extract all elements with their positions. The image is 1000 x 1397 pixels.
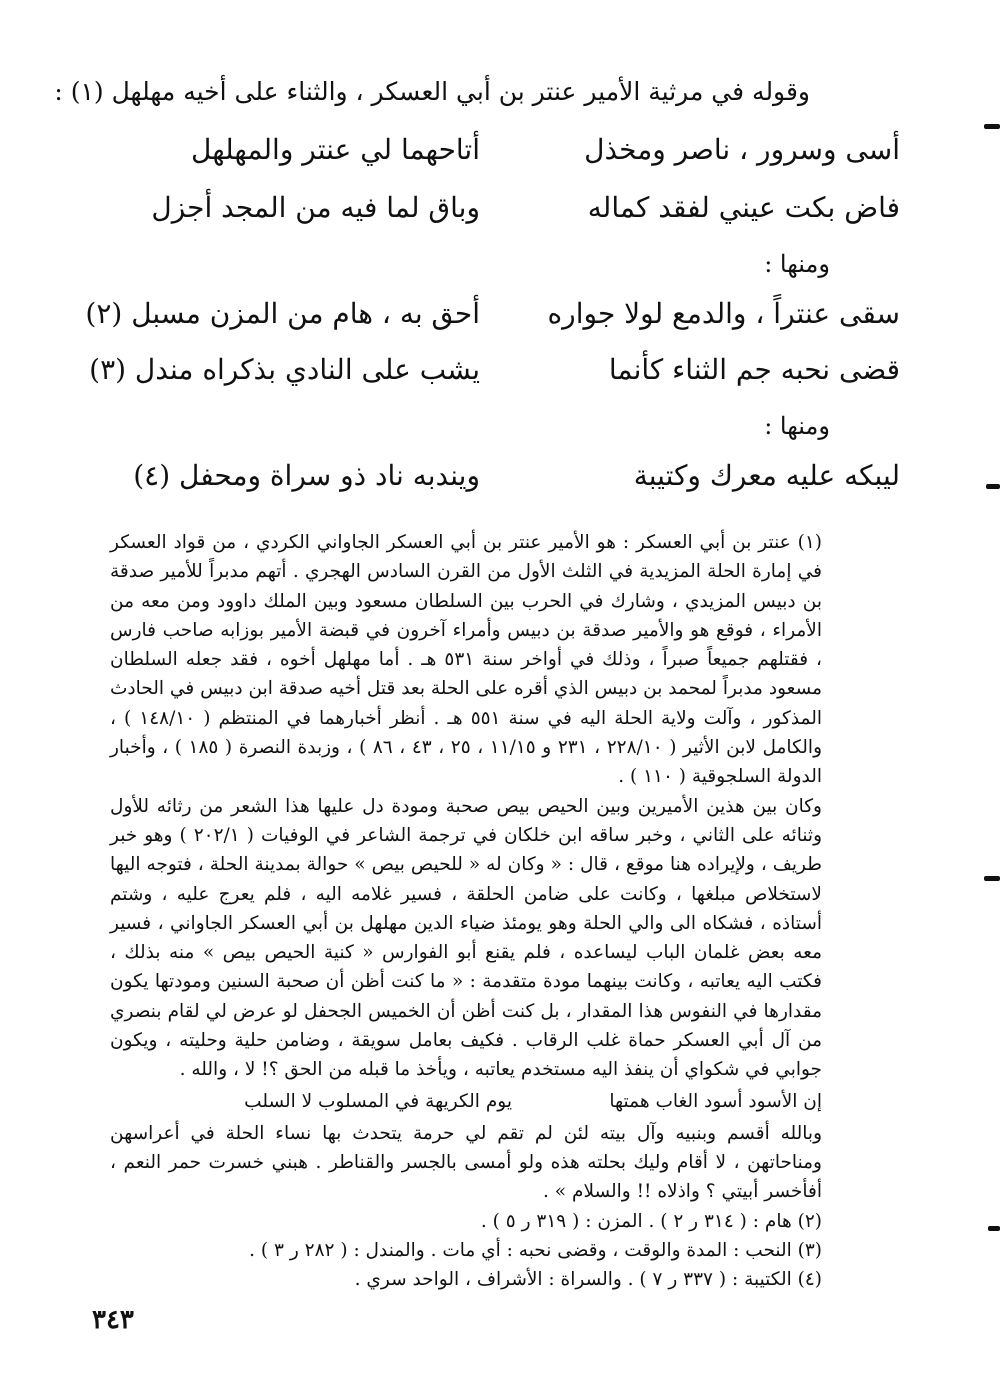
footnotes [110, 528, 822, 1294]
verse-second-hemistich: أحق به ، هام من المزن مسبل (٢) [85, 297, 480, 330]
footnote-3: (٣) النحب : المدة والوقت ، وقضى نحبه : أي مات . والمندل : ( ٢٨٢ ر ٣ ) . [249, 1239, 822, 1261]
inline-verse-second-hemistich: يوم الكريهة في المسلوب لا السلب [244, 1090, 512, 1112]
section-label-minha: ومنها : [764, 412, 830, 440]
verse-second-hemistich: أتاحهما لي عنتر والمهلهل [191, 133, 480, 166]
verse-first-hemistich: فاض بكت عيني لفقد كماله [587, 191, 900, 224]
footnote-1-story: وكان بين هذين الأميرين وبين الحيص بيص صحبة ومودة دل عليها هذا الشعر من رثائه للأول وثنائه على الثاني ، وخبر ساقه ابن خلكان في ترجمة الشاعر في الوفيات ( ٢٠٢/١ ) وهو خبر طريف ، ولإيراده هنا موقع ، قال : « وكان له « للحيص بيص » حوالة بمدينة الحلة ، فتوجه اليها لاستخلاص مبلغها ، وكانت على ضامن الحلقة ، فسير غلامه اليه ، فلم يعرج عليه ، وشتم أستاذه ، فشكاه الى والي الحلة وهو يومئذ ضياء الدين مهلهل بن أبي العسكر الجاواني ، فسير معه بعض غلمان الباب ليساعده ، فلم يقنع أبو الفوارس « كنية الحيص بيص » منه بذلك ، فكتب اليه يعاتبه ، وكانت بينهما مودة متقدمة : « ما كنت أظن أن صحبة السنين ومودتها يكون مقدارها في النفوس هذا المقدار ، بل كنت أظن أن الخميس الجحفل لو عرض لي لقام بنصري من آل أبي العسكر حماة غلب الرقاب . فكيف بعامل سويقة ، وضامن حلية وحليته ، ويكون جوابي في شكواي أن ينفذ اليه مستخدم يعاتبه ، ويأخذ ما قبله من الحق ؟! لا ، والله . [110, 795, 822, 1081]
scan-edge-mark [988, 1226, 1000, 1231]
verse-second-hemistich: وباق لما فيه من المجد أجزل [151, 191, 480, 224]
verse-first-hemistich: أسى وسرور ، ناصر ومخذل [584, 133, 900, 166]
verse-second-hemistich: يشب على النادي بذكراه مندل (٣) [89, 353, 480, 386]
inline-verse-first-hemistich: إن الأسود أسود الغاب همتها [609, 1090, 822, 1112]
scan-edge-mark [984, 124, 1000, 129]
verse-line [85, 288, 900, 340]
verse-line [100, 182, 900, 234]
footnote-4: (٤) الكتيبة : ( ٣٣٧ ر ٧ ) . والسراة : الأشراف ، الواحد سري . [354, 1269, 822, 1291]
section-label-minha: ومنها : [764, 250, 830, 278]
page-number: ٣٤٣ [92, 1305, 134, 1335]
scan-edge-mark [986, 484, 1000, 489]
verse-line [89, 344, 900, 396]
verse-second-hemistich: ويندبه ناد ذو سراة ومحفل (٤) [133, 459, 480, 492]
verse-first-hemistich: قضى نحبه جم الثناء كأنما [608, 353, 900, 386]
inline-verse [110, 1087, 822, 1117]
verse-line [100, 450, 900, 502]
footnote-1-conclusion: وبالله أقسم وبنبيه وآل بيته لئن لم تقم لي حرمة يتحدث بها نساء الحلة في أعراسهن ومناحاتهن ، لا أقام وليك بحلته هذه ولو أمسى بالجسر والقناطر . هبني خسرت حمر النعم ، أفأخسر أبيتي ؟ واذلاه !! والسلام » . [110, 1122, 822, 1203]
intro-line: وقوله في مرثية الأمير عنتر بن أبي العسكر ، والثناء على أخيه مهلهل (١) : [54, 77, 810, 106]
footnote-2: (٢) هام : ( ٣١٤ ر ٢ ) . المزن : ( ٣١٩ ر ٥ ) . [480, 1210, 822, 1232]
verse-first-hemistich: سقى عنتراً ، والدمع لولا جواره [547, 297, 900, 330]
scan-edge-mark [984, 876, 1000, 881]
verse-line [100, 124, 900, 176]
verse-first-hemistich: ليبكه عليه معرك وكتيبة [633, 459, 900, 492]
footnote-1: (١) عنتر بن أبي العسكر : هو الأمير عنتر بن أبي العسكر الجاواني الكردي ، من قواد العسكر في إمارة الحلة المزيدية في الثلث الأول من القرن السادس الهجري . أتهم مدبراً للأمير صدقة بن دبيس المزيدي ، وشارك في الحرب بين السلطان مسعود وبين الملك داوود ومن معه من الأمراء ، فوقع هو والأمير صدقة بن دبيس وأمراء آخرون في قبضة الأمير بوزابه صاحب فارس ، فقتلهم جميعاً صبراً ، وذلك في أواخر سنة ٥٣١ هـ . أما مهلهل أخوه ، فقد جعله السلطان مسعود مدبراً لمحمد بن دبيس الذي أقره على الحلة بعد قتل أخيه صدقة ابن دبيس في الحادث المذكور ، وآلت ولاية الحلة اليه في سنة ٥٥١ هـ . أنظر أخبارهما في المنتظم ( ١٤٨/١٠ ) ، والكامل لابن الأثير ( ٢٢٨/١٠ ، ٢٣١ و ١١/١٥ ، ٢٥ ، ٤٣ ، ٨٦ ) ، وزبدة النصرة ( ١٨٥ ) ، وأخبار الدولة السلجوقية ( ١١٠ ) . [110, 532, 823, 788]
